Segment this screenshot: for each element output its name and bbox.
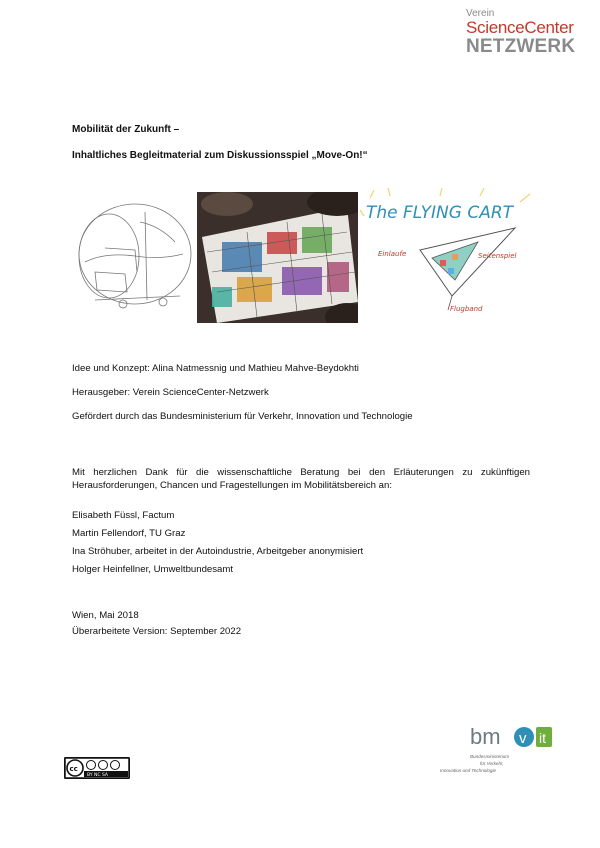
svg-text:cc: cc (69, 765, 78, 773)
logo-line-netzwerk: NETZWERK (466, 36, 576, 57)
person-3: Ina Ströhuber, arbeitet in der Autoindustrie, Arbeitgeber anonymisiert (72, 546, 364, 557)
bmvit-sub-1: Bundesministerium (470, 754, 510, 759)
svg-text:bm: bm (470, 724, 501, 749)
revised-version: Überarbeitete Version: September 2022 (72, 626, 242, 637)
cc-labels: BY NC SA (87, 773, 108, 778)
logo-line-sciencecenter: ScienceCenter (466, 18, 574, 37)
thanks-paragraph: Mit herzlichen Dank für die wissenschaftliche Beratung bei den Erläuterungen zu zukünftigen Herausforderungen, Chancen und Fragestellungen im Mobilitätsbereich an: (72, 467, 530, 491)
bmvit-logo (440, 722, 560, 782)
svg-text:it: it (539, 730, 546, 746)
credit-publisher: Herausgeber: Verein ScienceCenter-Netzwerk (72, 387, 269, 398)
person-4: Holger Heinfellner, Umweltbundesamt (72, 564, 234, 575)
credit-funding: Gefördert durch das Bundesministerium für Verkehr, Innovation und Technologie (72, 411, 413, 422)
sketch-label-1: Einlaufe (378, 250, 407, 258)
person-2: Martin Fellendorf, TU Graz (72, 528, 186, 539)
sciencecenter-logo (466, 8, 586, 56)
flying-cart-title: The FLYING CART (366, 203, 514, 223)
pod-sketch-image (65, 192, 193, 323)
document-title: Mobilität der Zukunft – (72, 124, 180, 135)
document-subtitle: Inhaltliches Begleitmaterial zum Diskussionsspiel „Move-On!“ (72, 150, 368, 161)
credit-idea: Idee und Konzept: Alina Natmessnig und Mathieu Mahve-Beydokhti (72, 363, 359, 374)
svg-text:v: v (519, 730, 527, 747)
creative-commons-badge (64, 757, 130, 779)
place-date: Wien, Mai 2018 (72, 610, 139, 621)
logo-line-verein: Verein (466, 8, 495, 19)
bmvit-sub-2: für Verkehr, (480, 761, 504, 766)
flying-cart-sketch (360, 188, 535, 323)
bmvit-sub-3: Innovation und Technologie (440, 768, 497, 773)
sketch-label-2: Seitenspiel (478, 252, 517, 260)
sketch-label-3: Flugband (450, 305, 483, 313)
person-1: Elisabeth Füssl, Factum (72, 510, 175, 521)
game-board-photo (197, 192, 358, 323)
